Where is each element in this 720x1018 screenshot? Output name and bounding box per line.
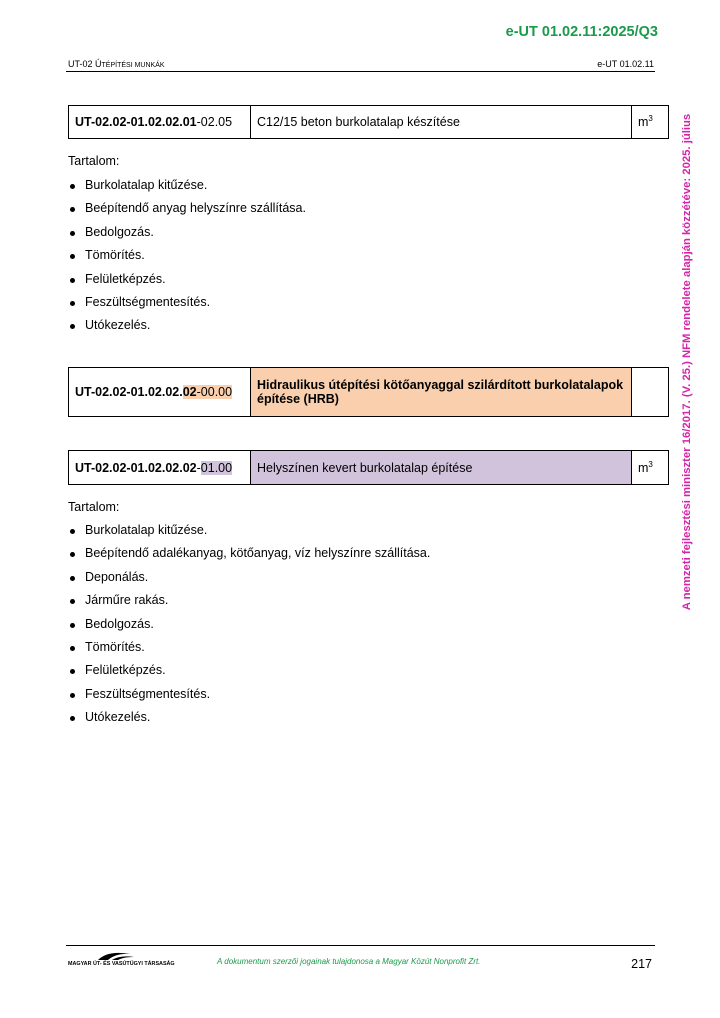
item-title-1: C12/15 beton burkolatalap készítése xyxy=(251,106,632,139)
list-item: Beépítendő anyag helyszínre szállítása. xyxy=(68,197,306,220)
header-chapter-smallcaps: TÉPÍTÉSI MUNKÁK xyxy=(101,62,165,69)
item-title-2: Hidraulikus útépítési kötőanyaggal szilárdított burkolatalapok építése (HRB) xyxy=(251,368,632,417)
item-unit-3-exp: 3 xyxy=(648,459,653,469)
item-code-1 xyxy=(69,106,251,139)
list-item: Tömörítés. xyxy=(68,636,430,659)
list-item: Felületképzés. xyxy=(68,268,306,291)
content-label-1: Tartalom: xyxy=(68,154,120,168)
list-item: Járműre rakás. xyxy=(68,589,430,612)
item-code-1-bold: UT-02.02-01.02.02.01 xyxy=(75,115,197,129)
list-item: Feszültségmentesítés. xyxy=(68,291,306,314)
list-item: Beépítendő adalékanyag, kötőanyag, víz helyszínre szállítása. xyxy=(68,542,430,565)
item-unit-2 xyxy=(632,368,669,417)
item-header-table-2 xyxy=(68,367,669,417)
header-divider xyxy=(66,71,655,72)
item-code-2-bold: UT-02.02-01.02.02. xyxy=(75,385,183,399)
list-item: Felületképzés. xyxy=(68,659,430,682)
item-code-3 xyxy=(69,451,251,485)
list-item: Burkolatalap kitűzése. xyxy=(68,174,306,197)
content-list-3 xyxy=(68,519,430,730)
footer-copyright: A dokumentum szerzői jogainak tulajdonosa a Magyar Közút Nonprofit Zrt. xyxy=(217,957,481,966)
list-item: Utókezelés. xyxy=(68,706,430,729)
list-item: Utókezelés. xyxy=(68,314,306,337)
item-unit-1 xyxy=(632,106,669,139)
item-title-3: Helyszínen kevert burkolatalap építése xyxy=(251,451,632,485)
item-header-table-1 xyxy=(68,105,669,139)
document-code: e-UT 01.02.11:2025/Q3 xyxy=(505,24,658,40)
item-code-3-dash: - xyxy=(196,460,201,475)
list-item: Feszültségmentesítés. xyxy=(68,683,430,706)
list-item: Bedolgozás. xyxy=(68,613,430,636)
side-publication-note-text: A nemzeti fejlesztési miniszter 16/2017. (V. 25.) NFM rendelete alapján közzétéve: 2025. július xyxy=(681,113,693,611)
item-header-table-3 xyxy=(68,450,669,485)
page-number: 217 xyxy=(631,957,652,971)
item-unit-1-base: m xyxy=(638,115,649,130)
list-item: Tömörítés. xyxy=(68,244,306,267)
item-unit-3-base: m xyxy=(638,461,649,476)
list-item: Deponálás. xyxy=(68,566,430,589)
item-code-1-rest: -02.05 xyxy=(196,115,233,129)
item-code-2-rest: -00.00 xyxy=(196,385,233,399)
item-unit-1-exp: 3 xyxy=(648,114,653,124)
item-code-2-highlight: 02 xyxy=(182,385,197,399)
item-unit-3 xyxy=(632,451,669,485)
society-logo-text: MAGYAR ÚT- ÉS VASÚTÜGYI TÁRSASÁG xyxy=(68,961,175,967)
content-list-1 xyxy=(68,174,306,338)
item-code-3-highlight: 01.00 xyxy=(200,460,233,475)
list-item: Burkolatalap kitűzése. xyxy=(68,519,430,542)
header-chapter-prefix: UT-02 Ú xyxy=(68,59,102,69)
item-code-2 xyxy=(69,368,251,417)
header-chapter-title xyxy=(68,59,165,69)
item-code-3-bold: UT-02.02-01.02.02.02 xyxy=(75,460,197,475)
content-label-3: Tartalom: xyxy=(68,500,120,514)
header-document-id: e-UT 01.02.11 xyxy=(597,59,654,69)
list-item: Bedolgozás. xyxy=(68,221,306,244)
footer-divider xyxy=(66,945,655,946)
